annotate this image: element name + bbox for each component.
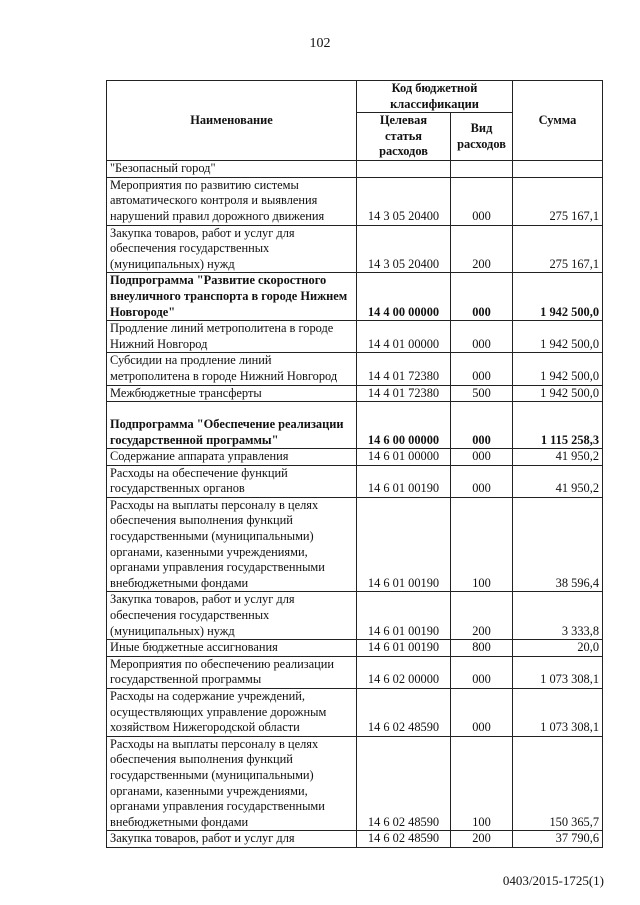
cell-name: Расходы на выплаты персоналу в целях обеспечения выполнения функций государственными (муниципальными) органами, казенными учреждениями, органами управления государственными внебюджетными фондами — [107, 736, 357, 831]
table-row — [107, 465, 603, 497]
cell-sum: 1 942 500,0 — [513, 385, 603, 402]
cell-name: Расходы на обеспечение функций государственных органов — [107, 465, 357, 497]
cell-name: Подпрограмма "Развитие скоростного внеуличного транспорта в городе Нижнем Новгороде" — [107, 273, 357, 321]
header-budget-code: Код бюджетной классификации — [357, 81, 513, 113]
cell-target: 14 4 01 00000 — [357, 321, 451, 353]
cell-name: Иные бюджетные ассигнования — [107, 640, 357, 657]
table-row — [107, 592, 603, 640]
cell-sum: 1 115 258,3 — [513, 402, 603, 449]
cell-type: 200 — [451, 831, 513, 848]
cell-sum: 41 950,2 — [513, 465, 603, 497]
header-expense-type: Вид расходов — [451, 113, 513, 161]
table-row — [107, 449, 603, 466]
header-sum: Сумма — [513, 81, 603, 161]
cell-type: 000 — [451, 353, 513, 385]
cell-name: Продление линий метрополитена в городе Нижний Новгород — [107, 321, 357, 353]
cell-type: 800 — [451, 640, 513, 657]
cell-sum: 37 790,6 — [513, 831, 603, 848]
cell-target: 14 3 05 20400 — [357, 225, 451, 273]
cell-type: 200 — [451, 592, 513, 640]
table-row — [107, 385, 603, 402]
cell-sum: 20,0 — [513, 640, 603, 657]
table-row — [107, 402, 603, 449]
cell-target: 14 4 01 72380 — [357, 385, 451, 402]
cell-target: 14 4 01 72380 — [357, 353, 451, 385]
budget-table — [106, 80, 603, 848]
cell-type: 200 — [451, 225, 513, 273]
cell-sum: 1 073 308,1 — [513, 656, 603, 688]
cell-target: 14 6 01 00190 — [357, 640, 451, 657]
cell-type: 100 — [451, 736, 513, 831]
cell-type — [451, 160, 513, 177]
table-row — [107, 160, 603, 177]
cell-sum: 150 365,7 — [513, 736, 603, 831]
cell-target: 14 6 00 00000 — [357, 402, 451, 449]
cell-sum: 38 596,4 — [513, 497, 603, 592]
cell-sum: 1 942 500,0 — [513, 273, 603, 321]
table-row — [107, 225, 603, 273]
table-row — [107, 736, 603, 831]
cell-target: 14 3 05 20400 — [357, 177, 451, 225]
cell-target: 14 6 01 00000 — [357, 449, 451, 466]
table-row — [107, 353, 603, 385]
cell-target — [357, 160, 451, 177]
cell-target: 14 6 01 00190 — [357, 497, 451, 592]
cell-name: Закупка товаров, работ и услуг для — [107, 831, 357, 848]
cell-sum: 41 950,2 — [513, 449, 603, 466]
cell-target: 14 6 02 48590 — [357, 736, 451, 831]
table-body — [107, 160, 603, 847]
page-number: 102 — [309, 36, 331, 51]
table-row — [107, 656, 603, 688]
cell-name: Подпрограмма "Обеспечение реализации государственной программы" — [107, 402, 357, 449]
table-row — [107, 640, 603, 657]
cell-sum: 1 942 500,0 — [513, 353, 603, 385]
cell-sum: 1 942 500,0 — [513, 321, 603, 353]
cell-sum: 1 073 308,1 — [513, 689, 603, 737]
cell-name: Закупка товаров, работ и услуг для обеспечения государственных (муниципальных) нужд — [107, 592, 357, 640]
cell-type: 000 — [451, 465, 513, 497]
cell-type: 000 — [451, 402, 513, 449]
cell-target: 14 6 02 00000 — [357, 656, 451, 688]
table-row — [107, 831, 603, 848]
cell-type: 000 — [451, 321, 513, 353]
table-row — [107, 321, 603, 353]
header-target-article: Целевая статья расходов — [357, 113, 451, 161]
cell-type: 000 — [451, 689, 513, 737]
cell-name: Расходы на выплаты персоналу в целях обеспечения выполнения функций государственными (муниципальными) органами, казенными учреждениями, органами управления государственными внебюджетными фондами — [107, 497, 357, 592]
cell-sum: 275 167,1 — [513, 225, 603, 273]
cell-target: 14 4 00 00000 — [357, 273, 451, 321]
cell-sum — [513, 160, 603, 177]
cell-type: 000 — [451, 656, 513, 688]
cell-name: Субсидии на продление линий метрополитена в городе Нижний Новгород — [107, 353, 357, 385]
table-row — [107, 273, 603, 321]
cell-type: 100 — [451, 497, 513, 592]
cell-name: "Безопасный город" — [107, 160, 357, 177]
document-code: 0403/2015-1725(1) — [502, 873, 604, 888]
cell-name: Мероприятия по обеспечению реализации государственной программы — [107, 656, 357, 688]
cell-sum: 3 333,8 — [513, 592, 603, 640]
cell-type: 000 — [451, 177, 513, 225]
cell-name: Мероприятия по развитию системы автоматического контроля и выявления нарушений правил дорожного движения — [107, 177, 357, 225]
cell-name: Закупка товаров, работ и услуг для обеспечения государственных (муниципальных) нужд — [107, 225, 357, 273]
cell-name: Содержание аппарата управления — [107, 449, 357, 466]
table-row — [107, 497, 603, 592]
cell-type: 000 — [451, 273, 513, 321]
cell-name: Расходы на содержание учреждений, осуществляющих управление дорожным хозяйством Нижегородской области — [107, 689, 357, 737]
cell-target: 14 6 01 00190 — [357, 465, 451, 497]
cell-sum: 275 167,1 — [513, 177, 603, 225]
cell-type: 500 — [451, 385, 513, 402]
cell-target: 14 6 01 00190 — [357, 592, 451, 640]
cell-name: Межбюджетные трансферты — [107, 385, 357, 402]
cell-type: 000 — [451, 449, 513, 466]
cell-target: 14 6 02 48590 — [357, 831, 451, 848]
table-row — [107, 177, 603, 225]
header-name: Наименование — [107, 81, 357, 161]
table-row — [107, 689, 603, 737]
cell-target: 14 6 02 48590 — [357, 689, 451, 737]
